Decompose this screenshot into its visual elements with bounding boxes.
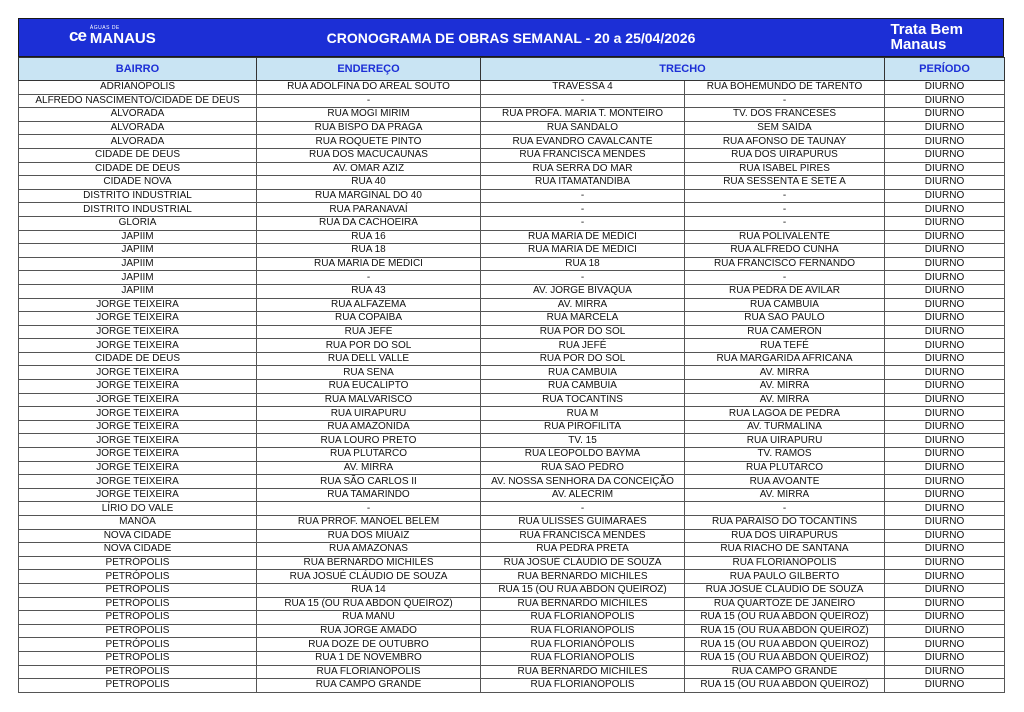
trecho-to-cell: RUA UIRAPURU xyxy=(685,434,885,448)
trecho-from-cell: - xyxy=(481,216,685,230)
table-row xyxy=(19,148,1005,162)
periodo-cell: DIURNO xyxy=(885,556,1005,570)
table-row xyxy=(19,597,1005,611)
periodo-cell: DIURNO xyxy=(885,434,1005,448)
trecho-to-cell: - xyxy=(685,189,885,203)
table-row xyxy=(19,121,1005,135)
endereco-cell: RUA 1 DE NOVEMBRO xyxy=(257,651,481,665)
bairro-cell: ALVORADA xyxy=(19,108,257,122)
trecho-to-cell: RUA 15 (OU RUA ABDON QUEIROZ) xyxy=(685,611,885,625)
bairro-cell: MANÔA xyxy=(19,516,257,530)
periodo-cell: DIURNO xyxy=(885,638,1005,652)
endereco-cell: RUA CAMPO GRANDE xyxy=(257,679,481,693)
trecho-from-cell: - xyxy=(481,203,685,217)
trecho-to-cell: RUA DOS UIRAPURUS xyxy=(685,529,885,543)
trecho-from-cell: RUA LEOPOLDO BAYMA xyxy=(481,448,685,462)
trecho-to-cell: RUA ALFREDO CUNHA xyxy=(685,244,885,258)
periodo-cell: DIURNO xyxy=(885,284,1005,298)
trecho-to-cell: RUA BOHEMUNDO DE TARENTO xyxy=(685,81,885,95)
periodo-cell: DIURNO xyxy=(885,203,1005,217)
endereco-cell: RUA AMAZONAS xyxy=(257,543,481,557)
trecho-to-cell: RUA LAGOA DE PEDRA xyxy=(685,407,885,421)
header-banner xyxy=(18,18,1004,57)
trecho-to-cell: RUA FLORIANÓPOLIS xyxy=(685,556,885,570)
trecho-to-cell: RUA CAMPO GRANDE xyxy=(685,665,885,679)
endereco-cell: RUA BISPO DA PRAGA xyxy=(257,121,481,135)
trecho-to-cell: RUA MARGARIDA AFRICANA xyxy=(685,352,885,366)
column-header-endereco: ENDEREÇO xyxy=(257,58,481,81)
table-row xyxy=(19,407,1005,421)
periodo-cell: DIURNO xyxy=(885,216,1005,230)
bairro-cell: JAPIIM xyxy=(19,230,257,244)
trecho-to-cell: RUA 15 (OU RUA ABDON QUEIROZ) xyxy=(685,638,885,652)
table-row xyxy=(19,284,1005,298)
trecho-to-cell: RUA AVOANTE xyxy=(685,475,885,489)
table-row xyxy=(19,298,1005,312)
periodo-cell: DIURNO xyxy=(885,162,1005,176)
trecho-from-cell: RUA MARCELA xyxy=(481,312,685,326)
trecho-from-cell: RUA PROFA. MARIA T. MONTEIRO xyxy=(481,108,685,122)
periodo-cell: DIURNO xyxy=(885,257,1005,271)
trecho-from-cell: RUA SANDÁLO xyxy=(481,121,685,135)
table-row xyxy=(19,366,1005,380)
trecho-to-cell: SEM SAÍDA xyxy=(685,121,885,135)
endereco-cell: RUA 14 xyxy=(257,583,481,597)
table-row xyxy=(19,393,1005,407)
bairro-cell: JORGE TEIXEIRA xyxy=(19,312,257,326)
trecho-from-cell: RUA FRANCISCA MENDES xyxy=(481,529,685,543)
bairro-cell: PETRÓPOLIS xyxy=(19,624,257,638)
trecho-to-cell: AV. MIRRA xyxy=(685,488,885,502)
table-row xyxy=(19,420,1005,434)
trecho-from-cell: RUA JOSUÉ CLÁUDIO DE SOUZA xyxy=(481,556,685,570)
endereco-cell: - xyxy=(257,502,481,516)
table-row xyxy=(19,651,1005,665)
periodo-cell: DIURNO xyxy=(885,244,1005,258)
endereco-cell: RUA 40 xyxy=(257,176,481,190)
periodo-cell: DIURNO xyxy=(885,611,1005,625)
periodo-cell: DIURNO xyxy=(885,583,1005,597)
bairro-cell: CIDADE DE DEUS xyxy=(19,352,257,366)
table-row xyxy=(19,216,1005,230)
periodo-cell: DIURNO xyxy=(885,665,1005,679)
trecho-from-cell: RUA EVANDRO CAVALCANTE xyxy=(481,135,685,149)
endereco-cell: RUA UIRAPURU xyxy=(257,407,481,421)
endereco-cell: RUA POR DO SOL xyxy=(257,339,481,353)
bairro-cell: CIDADE DE DEUS xyxy=(19,148,257,162)
table-row xyxy=(19,556,1005,570)
trecho-from-cell: RUA 15 (OU RUA ABDON QUEIROZ) xyxy=(481,583,685,597)
bairro-cell: PETRÓPOLIS xyxy=(19,611,257,625)
bairro-cell: ADRIANÓPOLIS xyxy=(19,81,257,95)
bairro-cell: JORGE TEIXEIRA xyxy=(19,420,257,434)
endereco-cell: RUA MARGINAL DO 40 xyxy=(257,189,481,203)
bairro-cell: JORGE TEIXEIRA xyxy=(19,366,257,380)
table-row xyxy=(19,638,1005,652)
endereco-cell: RUA SENA xyxy=(257,366,481,380)
trecho-from-cell: - xyxy=(481,189,685,203)
endereco-cell: RUA 43 xyxy=(257,284,481,298)
endereco-cell: RUA PARANAVAÍ xyxy=(257,203,481,217)
endereco-cell: RUA SÃO CARLOS II xyxy=(257,475,481,489)
trecho-from-cell: RUA 18 xyxy=(481,257,685,271)
endereco-cell: RUA DOS MIUAIZ xyxy=(257,529,481,543)
trecho-from-cell: RUA POR DO SOL xyxy=(481,352,685,366)
periodo-cell: DIURNO xyxy=(885,325,1005,339)
table-row xyxy=(19,108,1005,122)
logo-small-text: ÁGUAS DE xyxy=(89,25,120,31)
table-row xyxy=(19,665,1005,679)
table-row xyxy=(19,529,1005,543)
trecho-from-cell: RUA BERNARDO MICHILES xyxy=(481,570,685,584)
table-row xyxy=(19,448,1005,462)
periodo-cell: DIURNO xyxy=(885,516,1005,530)
endereco-cell: RUA TAMARINDO xyxy=(257,488,481,502)
table-row xyxy=(19,325,1005,339)
trecho-from-cell: - xyxy=(481,94,685,108)
periodo-cell: DIURNO xyxy=(885,529,1005,543)
trecho-to-cell: RUA CAMERON xyxy=(685,325,885,339)
trecho-to-cell: RUA POLIVALENTE xyxy=(685,230,885,244)
bairro-cell: JAPIIM xyxy=(19,284,257,298)
table-row xyxy=(19,162,1005,176)
trecho-from-cell: RUA ITAMATANDIBA xyxy=(481,176,685,190)
trecho-to-cell: RUA ISABEL PIRES xyxy=(685,162,885,176)
trecho-from-cell: RUA POR DO SOL xyxy=(481,325,685,339)
trecho-to-cell: RUA SESSENTA E SETE A xyxy=(685,176,885,190)
periodo-cell: DIURNO xyxy=(885,271,1005,285)
trecho-to-cell: RUA QUARTOZE DE JANEIRO xyxy=(685,597,885,611)
trecho-from-cell: RUA BERNARDO MICHILES xyxy=(481,597,685,611)
bairro-cell: JORGE TEIXEIRA xyxy=(19,434,257,448)
endereco-cell: RUA BERNARDO MICHILES xyxy=(257,556,481,570)
endereco-cell: RUA PLUTARCO xyxy=(257,448,481,462)
trecho-from-cell: RUA CAMBUIA xyxy=(481,380,685,394)
endereco-cell: RUA DOZE DE OUTUBRO xyxy=(257,638,481,652)
bairro-cell: PETRÓPOLIS xyxy=(19,665,257,679)
bairro-cell: CIDADE NOVA xyxy=(19,176,257,190)
table-row xyxy=(19,230,1005,244)
trecho-to-cell: RUA FRANCISCO FERNANDO xyxy=(685,257,885,271)
periodo-cell: DIURNO xyxy=(885,461,1005,475)
table-row xyxy=(19,203,1005,217)
endereco-cell: RUA LOURO PRETO xyxy=(257,434,481,448)
column-header-periodo: PERÍODO xyxy=(885,58,1005,81)
periodo-cell: DIURNO xyxy=(885,488,1005,502)
periodo-cell: DIURNO xyxy=(885,108,1005,122)
trecho-from-cell: - xyxy=(481,271,685,285)
bairro-cell: CIDADE DE DEUS xyxy=(19,162,257,176)
bairro-cell: PETRÓPOLIS xyxy=(19,638,257,652)
trecho-from-cell: RUA TOCANTINS xyxy=(481,393,685,407)
periodo-cell: DIURNO xyxy=(885,651,1005,665)
trecho-from-cell: AV. JORGE BIVÁQUA xyxy=(481,284,685,298)
bairro-cell: DISTRITO INDUSTRIAL xyxy=(19,203,257,217)
table-row xyxy=(19,312,1005,326)
bairro-cell: JORGE TEIXEIRA xyxy=(19,380,257,394)
trecho-to-cell: RUA 15 (OU RUA ABDON QUEIROZ) xyxy=(685,651,885,665)
bairro-cell: JORGE TEIXEIRA xyxy=(19,488,257,502)
logo-right-line1: Trata Bem xyxy=(890,21,963,38)
periodo-cell: DIURNO xyxy=(885,366,1005,380)
endereco-cell: RUA MALVARISCO xyxy=(257,393,481,407)
bairro-cell: PETRÓPOLIS xyxy=(19,556,257,570)
table-row xyxy=(19,339,1005,353)
logo-text: MANAUS xyxy=(89,30,156,47)
endereco-cell: RUA 15 (OU RUA ABDON QUEIROZ) xyxy=(257,597,481,611)
endereco-cell: RUA DA CACHOEIRA xyxy=(257,216,481,230)
table-row xyxy=(19,461,1005,475)
table-row xyxy=(19,475,1005,489)
trecho-to-cell: - xyxy=(685,94,885,108)
trata-bem-manaus-logo xyxy=(890,22,963,52)
endereco-cell: RUA 18 xyxy=(257,244,481,258)
bairro-cell: PETRÓPOLIS xyxy=(19,570,257,584)
table-row xyxy=(19,488,1005,502)
trecho-from-cell: RUA SÃO PEDRO xyxy=(481,461,685,475)
trecho-from-cell: - xyxy=(481,502,685,516)
bairro-cell: NOVA CIDADE xyxy=(19,543,257,557)
trecho-from-cell: RUA M xyxy=(481,407,685,421)
endereco-cell: RUA COPAIBA xyxy=(257,312,481,326)
endereco-cell: RUA DELL VALLE xyxy=(257,352,481,366)
trecho-from-cell: RUA PIROFILITA xyxy=(481,420,685,434)
periodo-cell: DIURNO xyxy=(885,94,1005,108)
bairro-cell: ALVORADA xyxy=(19,121,257,135)
endereco-cell: RUA ROQUETE PINTO xyxy=(257,135,481,149)
table-row xyxy=(19,543,1005,557)
table-row xyxy=(19,257,1005,271)
endereco-cell: RUA ADOLFINA DO AREAL SOUTO xyxy=(257,81,481,95)
bairro-cell: NOVA CIDADE xyxy=(19,529,257,543)
trecho-from-cell: RUA FLORIANÓPOLIS xyxy=(481,638,685,652)
trecho-to-cell: TV. DOS FRANCESES xyxy=(685,108,885,122)
bairro-cell: JORGE TEIXEIRA xyxy=(19,407,257,421)
table-row xyxy=(19,624,1005,638)
periodo-cell: DIURNO xyxy=(885,393,1005,407)
trecho-from-cell: TRAVESSA 4 xyxy=(481,81,685,95)
periodo-cell: DIURNO xyxy=(885,475,1005,489)
trecho-to-cell: AV. TURMALINA xyxy=(685,420,885,434)
trecho-from-cell: RUA ULISSES GUIMARÃES xyxy=(481,516,685,530)
page-title: CRONOGRAMA DE OBRAS SEMANAL - 20 a 25/04/2026 xyxy=(326,30,696,46)
trecho-from-cell: TV. 15 xyxy=(481,434,685,448)
periodo-cell: DIURNO xyxy=(885,339,1005,353)
endereco-cell: RUA PRROF. MANOEL BELÉM xyxy=(257,516,481,530)
bairro-cell: ALFREDO NASCIMENTO/CIDADE DE DEUS xyxy=(19,94,257,108)
periodo-cell: DIURNO xyxy=(885,448,1005,462)
trecho-to-cell: - xyxy=(685,502,885,516)
trecho-to-cell: RUA AFONSO DE TAUNAY xyxy=(685,135,885,149)
bairro-cell: JAPIIM xyxy=(19,257,257,271)
trecho-to-cell: RUA PLUTARCO xyxy=(685,461,885,475)
bairro-cell: JORGE TEIXEIRA xyxy=(19,339,257,353)
trecho-to-cell: RUA PEDRA DE AVILAR xyxy=(685,284,885,298)
bairro-cell: PETRÓPOLIS xyxy=(19,651,257,665)
endereco-cell: RUA MOGI MIRIM xyxy=(257,108,481,122)
logo-mark: ᴄe xyxy=(69,26,86,45)
trecho-from-cell: AV. MIRRA xyxy=(481,298,685,312)
trecho-to-cell: RUA PAULO GILBERTO xyxy=(685,570,885,584)
trecho-to-cell: RUA CAMBUIA xyxy=(685,298,885,312)
endereco-cell: RUA ALFAZEMA xyxy=(257,298,481,312)
bairro-cell: PETRÓPOLIS xyxy=(19,583,257,597)
table-row xyxy=(19,176,1005,190)
table-row xyxy=(19,352,1005,366)
periodo-cell: DIURNO xyxy=(885,312,1005,326)
endereco-cell: - xyxy=(257,271,481,285)
periodo-cell: DIURNO xyxy=(885,679,1005,693)
schedule-sheet xyxy=(18,18,1004,693)
trecho-to-cell: AV. MIRRA xyxy=(685,380,885,394)
table-row xyxy=(19,244,1005,258)
bairro-cell: JAPIIM xyxy=(19,244,257,258)
table-row xyxy=(19,81,1005,95)
periodo-cell: DIURNO xyxy=(885,420,1005,434)
periodo-cell: DIURNO xyxy=(885,502,1005,516)
trecho-from-cell: AV. NOSSA SENHORA DA CONCEIÇÃO xyxy=(481,475,685,489)
bairro-cell: JAPIIM xyxy=(19,271,257,285)
periodo-cell: DIURNO xyxy=(885,407,1005,421)
table-body xyxy=(19,81,1005,693)
schedule-table xyxy=(18,57,1005,693)
periodo-cell: DIURNO xyxy=(885,380,1005,394)
trecho-to-cell: RUA 15 (OU RUA ABDON QUEIROZ) xyxy=(685,624,885,638)
bairro-cell: JORGE TEIXEIRA xyxy=(19,393,257,407)
periodo-cell: DIURNO xyxy=(885,230,1005,244)
trecho-from-cell: RUA CAMBUIA xyxy=(481,366,685,380)
trecho-to-cell: RUA 15 (OU RUA ABDON QUEIROZ) xyxy=(685,679,885,693)
bairro-cell: JORGE TEIXEIRA xyxy=(19,475,257,489)
bairro-cell: ALVORADA xyxy=(19,135,257,149)
table-row xyxy=(19,434,1005,448)
periodo-cell: DIURNO xyxy=(885,597,1005,611)
endereco-cell: RUA 16 xyxy=(257,230,481,244)
bairro-cell: DISTRITO INDUSTRIAL xyxy=(19,189,257,203)
table-row xyxy=(19,271,1005,285)
periodo-cell: DIURNO xyxy=(885,624,1005,638)
table-row xyxy=(19,570,1005,584)
table-row xyxy=(19,502,1005,516)
periodo-cell: DIURNO xyxy=(885,135,1005,149)
periodo-cell: DIURNO xyxy=(885,543,1005,557)
endereco-cell: RUA JEFÉ xyxy=(257,325,481,339)
trecho-to-cell: - xyxy=(685,203,885,217)
table-row xyxy=(19,94,1005,108)
endereco-cell: RUA JORGE AMADO xyxy=(257,624,481,638)
periodo-cell: DIURNO xyxy=(885,81,1005,95)
trecho-from-cell: AV. ALECRIM xyxy=(481,488,685,502)
trecho-to-cell: RUA SÃO PAULO xyxy=(685,312,885,326)
endereco-cell: RUA FLORIANÓPOLIS xyxy=(257,665,481,679)
bairro-cell: LÍRIO DO VALE xyxy=(19,502,257,516)
bairro-cell: PETRÓPOLIS xyxy=(19,597,257,611)
trecho-from-cell: RUA JEFÉ xyxy=(481,339,685,353)
periodo-cell: DIURNO xyxy=(885,570,1005,584)
endereco-cell: AV. MIRRA xyxy=(257,461,481,475)
trecho-from-cell: RUA FLORIANÓPOLIS xyxy=(481,624,685,638)
bairro-cell: GLÓRIA xyxy=(19,216,257,230)
column-header-bairro: BAIRRO xyxy=(19,58,257,81)
column-header-trecho: TRECHO xyxy=(481,58,885,81)
periodo-cell: DIURNO xyxy=(885,148,1005,162)
trecho-from-cell: RUA FLORIANÓPOLIS xyxy=(481,679,685,693)
trecho-to-cell: RUA RIACHO DE SANTANA xyxy=(685,543,885,557)
bairro-cell: JORGE TEIXEIRA xyxy=(19,461,257,475)
logo-right-line2: Manaus xyxy=(890,36,947,53)
trecho-from-cell: RUA FLORIANÓPOLIS xyxy=(481,651,685,665)
endereco-cell: RUA AMAZONIDA xyxy=(257,420,481,434)
endereco-cell: RUA DOS MACUCAUNAS xyxy=(257,148,481,162)
bairro-cell: PETRÓPOLIS xyxy=(19,679,257,693)
trecho-from-cell: RUA MARIA DE MÉDICI xyxy=(481,244,685,258)
trecho-from-cell: RUA BERNARDO MICHILES xyxy=(481,665,685,679)
table-row xyxy=(19,135,1005,149)
trecho-to-cell: - xyxy=(685,216,885,230)
trecho-from-cell: RUA SERRA DO MAR xyxy=(481,162,685,176)
endereco-cell: RUA EUCALIPTO xyxy=(257,380,481,394)
periodo-cell: DIURNO xyxy=(885,298,1005,312)
endereco-cell: RUA MARIA DE MÉDICI xyxy=(257,257,481,271)
bairro-cell: JORGE TEIXEIRA xyxy=(19,448,257,462)
trecho-to-cell: RUA DOS UIRAPURUS xyxy=(685,148,885,162)
table-row xyxy=(19,583,1005,597)
table-row xyxy=(19,679,1005,693)
trecho-to-cell: RUA PARAÍSO DO TOCANTINS xyxy=(685,516,885,530)
trecho-from-cell: RUA FLORIANÓPOLIS xyxy=(481,611,685,625)
endereco-cell: - xyxy=(257,94,481,108)
bairro-cell: JORGE TEIXEIRA xyxy=(19,325,257,339)
table-header-row xyxy=(19,58,1005,81)
trecho-to-cell: - xyxy=(685,271,885,285)
periodo-cell: DIURNO xyxy=(885,189,1005,203)
endereco-cell: RUA MANU xyxy=(257,611,481,625)
periodo-cell: DIURNO xyxy=(885,352,1005,366)
trecho-to-cell: RUA JOSUÉ CLÁUDIO DE SOUZA xyxy=(685,583,885,597)
periodo-cell: DIURNO xyxy=(885,121,1005,135)
bairro-cell: JORGE TEIXEIRA xyxy=(19,298,257,312)
trecho-to-cell: AV. MIRRA xyxy=(685,366,885,380)
trecho-to-cell: TV. RAMOS xyxy=(685,448,885,462)
trecho-from-cell: RUA FRANCISCA MENDES xyxy=(481,148,685,162)
trecho-to-cell: AV. MIRRA xyxy=(685,393,885,407)
table-row xyxy=(19,516,1005,530)
periodo-cell: DIURNO xyxy=(885,176,1005,190)
table-row xyxy=(19,189,1005,203)
table-row xyxy=(19,380,1005,394)
endereco-cell: RUA JOSUÉ CLÁUDIO DE SOUZA xyxy=(257,570,481,584)
trecho-from-cell: RUA MARIA DE MÉDICI xyxy=(481,230,685,244)
endereco-cell: AV. OMAR AZIZ xyxy=(257,162,481,176)
table-row xyxy=(19,611,1005,625)
trecho-to-cell: RUA TEFÉ xyxy=(685,339,885,353)
trecho-from-cell: RUA PEDRA PRETA xyxy=(481,543,685,557)
